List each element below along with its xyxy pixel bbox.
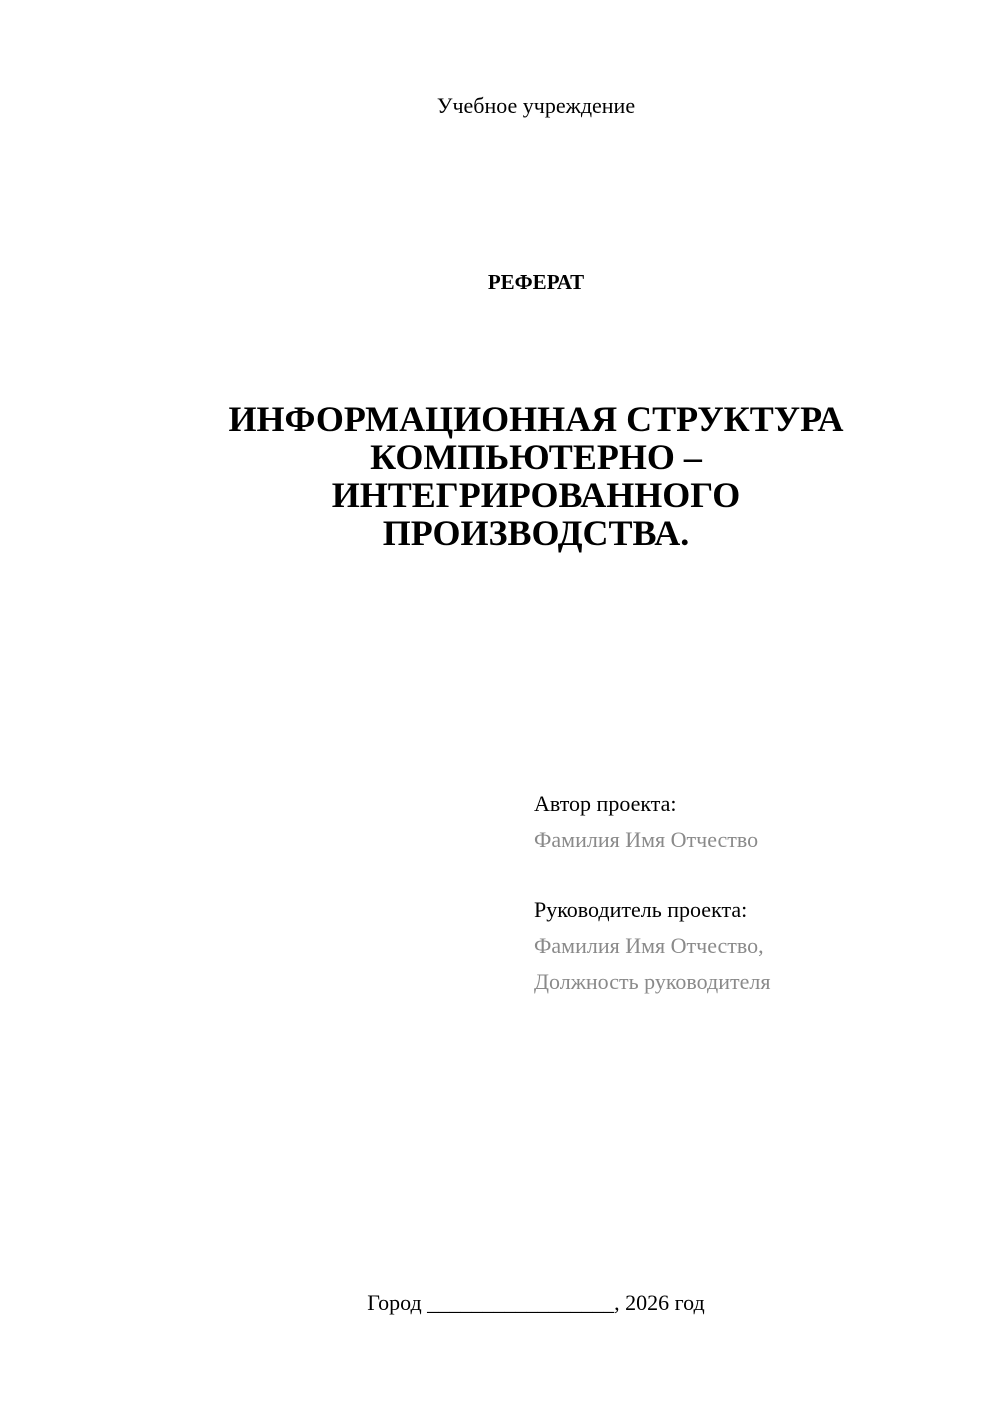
institution-name: Учебное учреждение [436,93,636,118]
title-line: ПРОИЗВОДСТВА. [382,513,690,553]
title-line: ИНФОРМАЦИОННАЯ СТРУКТУРА [228,399,844,439]
city-year-line: Город _________________, 2026 год [367,1290,705,1315]
document-type: РЕФЕРАТ [487,270,585,294]
author-block [534,786,758,858]
supervisor-position: Должность руководителя [534,969,771,994]
title-line: ИНТЕГРИРОВАННОГО [331,475,741,515]
author-name: Фамилия Имя Отчество [534,827,759,852]
author-label: Автор проекта: [534,791,677,816]
supervisor-label: Руководитель проекта: [534,897,748,922]
supervisor-name: Фамилия Имя Отчество, [534,933,764,958]
document-title [0,400,1000,552]
supervisor-block [534,892,770,1000]
title-line: КОМПЬЮТЕРНО – [370,437,702,477]
